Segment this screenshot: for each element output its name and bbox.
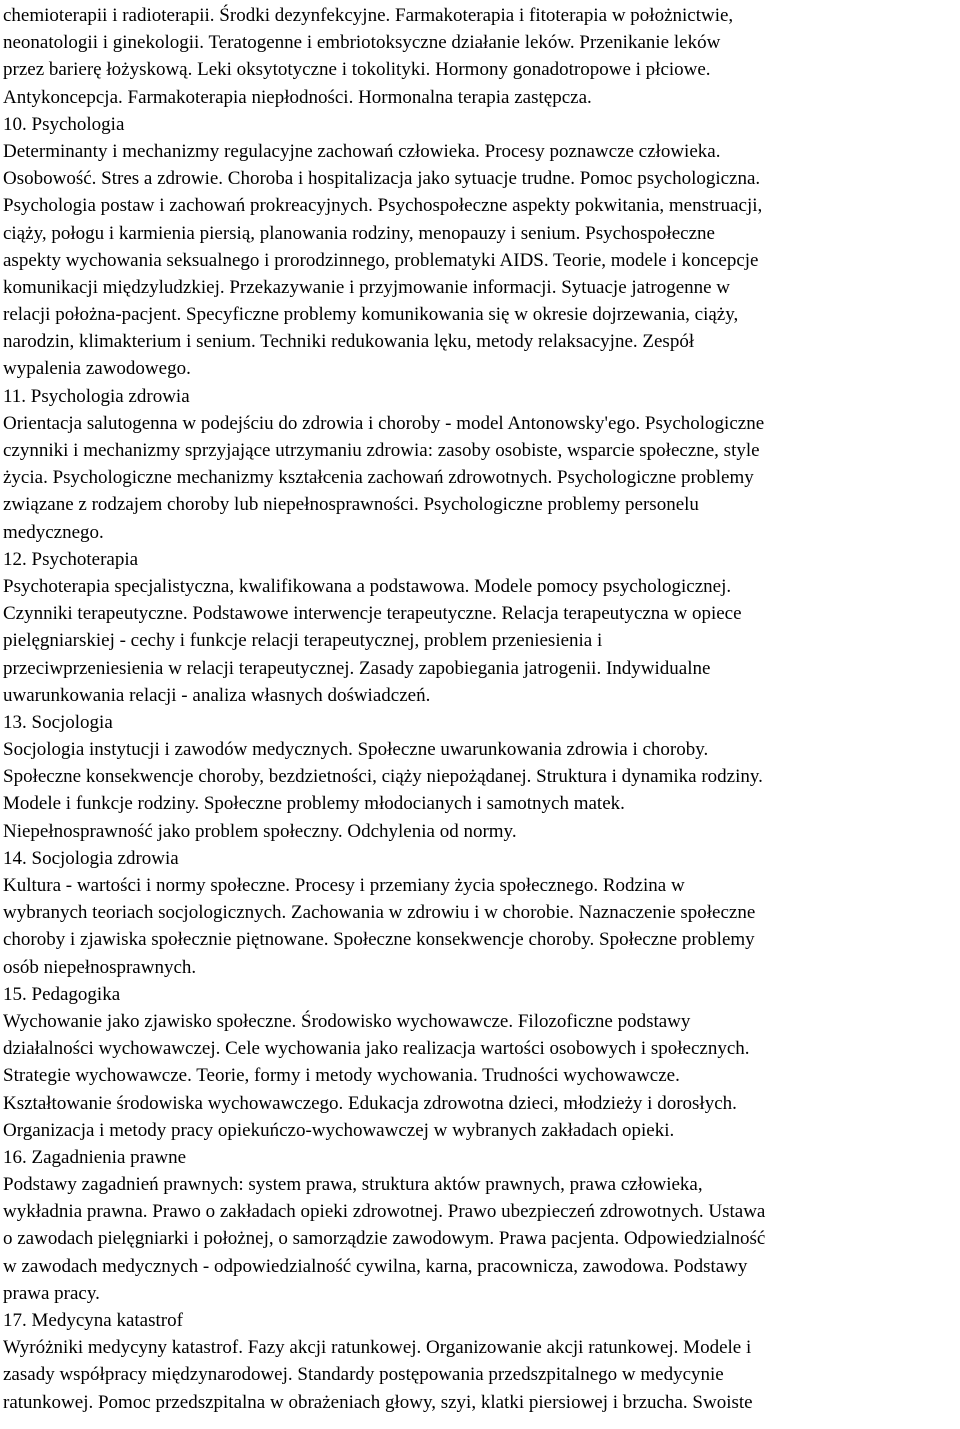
text-line: Niepełnosprawność jako problem społeczny. Odchylenia od normy. bbox=[3, 820, 517, 842]
text-line: działalności wychowawczej. Cele wychowania jako realizacja wartości osobowych i społecznych. bbox=[3, 1038, 750, 1060]
text-line: Modele i funkcje rodziny. Społeczne problemy młodocianych i samotnych matek. bbox=[3, 793, 625, 815]
text-line: zasady współpracy międzynarodowej. Standardy postępowania przedszpitalnego w medycynie bbox=[3, 1364, 724, 1386]
text-line: pielęgniarskiej - cechy i funkcje relacji terapeutycznej, problem przeniesienia i bbox=[3, 630, 603, 652]
text-line: związane z rodzajem choroby lub niepełnosprawności. Psychologiczne problemy personelu bbox=[3, 494, 699, 516]
text-line: narodzin, klimakterium i senium. Techniki redukowania lęku, metody relaksacyjne. Zespół bbox=[3, 331, 695, 353]
text-line: komunikacji międzyludzkiej. Przekazywanie i przyjmowanie informacji. Sytuacje jatrogenne w bbox=[3, 276, 731, 298]
text-line: w zawodach medycznych - odpowiedzialność cywilna, karna, pracownicza, zawodowa. Podstawy bbox=[3, 1255, 748, 1277]
text-line: Kultura - wartości i normy społeczne. Procesy i przemiany życia społecznego. Rodzina w bbox=[3, 875, 685, 896]
text-line: czynniki i mechanizmy sprzyjające utrzymaniu zdrowia: zasoby osobiste, wsparcie społeczne, style bbox=[3, 440, 760, 461]
text-line: Strategie wychowawcze. Teorie, formy i metody wychowania. Trudności wychowawcze. bbox=[3, 1065, 680, 1087]
section-heading: 11. Psychologia zdrowia bbox=[3, 385, 190, 407]
text-line: Kształtowanie środowiska wychowawczego. Edukacja zdrowotna dzieci, młodzieży i dorosłych. bbox=[3, 1092, 737, 1114]
text-line: Antykoncepcja. Farmakoterapia niepłodności. Hormonalna terapia zastępcza. bbox=[3, 86, 592, 108]
section-heading: 12. Psychoterapia bbox=[3, 548, 139, 570]
text-line: Wychowanie jako zjawisko społeczne. Środowisko wychowawcze. Filozoficzne podstawy bbox=[3, 1010, 691, 1032]
text-line: Społeczne konsekwencje choroby, bezdzietności, ciąży niepożądanej. Struktura i dynamika rodziny. bbox=[3, 766, 763, 788]
text-line: wybranych teoriach socjologicznych. Zachowania w zdrowiu i w chorobie. Naznaczenie społeczne bbox=[3, 902, 756, 924]
text-line: uwarunkowania relacji - analiza własnych doświadczeń. bbox=[3, 684, 431, 706]
text-line: przeciwprzeniesienia w relacji terapeutycznej. Zasady zapobiegania jatrogenii. Indywidualne bbox=[3, 657, 711, 679]
text-line: Determinanty i mechanizmy regulacyjne zachowań człowieka. Procesy poznawcze człowieka. bbox=[3, 140, 721, 162]
text-line: choroby i zjawiska społecznie piętnowane. Społeczne konsekwencje choroby. Społeczne problemy bbox=[3, 929, 755, 951]
text-line: medycznego. bbox=[3, 521, 104, 543]
text-line: wypalenia zawodowego. bbox=[3, 358, 191, 380]
text-line: Czynniki terapeutyczne. Podstawowe interwencje terapeutyczne. Relacja terapeutyczna w opiece bbox=[3, 603, 742, 625]
section-heading: 16. Zagadnienia prawne bbox=[3, 1146, 187, 1168]
text-line: chemioterapii i radioterapii. Środki dezynfekcyjne. Farmakoterapia i fitoterapia w położnictwie, bbox=[3, 5, 734, 26]
text-line: Wyróżniki medycyny katastrof. Fazy akcji ratunkowej. Organizowanie akcji ratunkowej. Modele i bbox=[3, 1337, 752, 1359]
text-line: życia. Psychologiczne mechanizmy kształcenia zachowań zdrowotnych. Psychologiczne problemy bbox=[3, 467, 754, 489]
text-line: ratunkowej. Pomoc przedszpitalna w obrażeniach głowy, szyi, klatki piersiowej i brzucha. Swoiste bbox=[3, 1391, 753, 1413]
text-line: Orientacja salutogenna w podejściu do zdrowia i choroby - model Antonowsky'ego. Psychologiczne bbox=[3, 412, 765, 434]
text-line: wykładnia prawna. Prawo o zakładach opieki zdrowotnej. Prawo ubezpieczeń zdrowotnych. Ustawa bbox=[3, 1201, 766, 1223]
section-heading: 15. Pedagogika bbox=[3, 983, 121, 1005]
text-line: osób niepełnosprawnych. bbox=[3, 956, 197, 978]
text-line: Osobowość. Stres a zdrowie. Choroba i hospitalizacja jako sytuacje trudne. Pomoc psychologiczna. bbox=[3, 168, 761, 190]
text-line: aspekty wychowania seksualnego i prorodzinnego, problematyki AIDS. Teorie, modele i koncepcje bbox=[3, 249, 759, 271]
text-line: neonatologii i ginekologii. Teratogenne i embriotoksyczne działanie leków. Przenikanie leków bbox=[3, 32, 721, 54]
text-line: relacji położna-pacjent. Specyficzne problemy komunikowania się w okresie dojrzewania, ciąży, bbox=[3, 304, 739, 326]
text-line: przez barierę łożyskową. Leki oksytotyczne i tokolityki. Hormony gonadotropowe i płciowe. bbox=[3, 59, 711, 81]
text-line: Psychoterapia specjalistyczna, kwalifikowana a podstawowa. Modele pomocy psychologicznej. bbox=[3, 575, 732, 597]
section-heading: 17. Medycyna katastrof bbox=[3, 1310, 183, 1331]
text-line: Organizacja i metody pracy opiekuńczo-wychowawczej w wybranych zakładach opieki. bbox=[3, 1119, 675, 1141]
text-line: Psychologia postaw i zachowań prokreacyjnych. Psychospołeczne aspekty pokwitania, menstruacji, bbox=[3, 195, 763, 217]
text-line: ciąży, połogu i karmienia piersią, planowania rodziny, menopauzy i senium. Psychospołeczne bbox=[3, 222, 715, 244]
text-line: o zawodach pielęgniarki i położnej, o samorządzie zawodowym. Prawa pacjenta. Odpowiedzialność bbox=[3, 1228, 766, 1250]
section-heading: 13. Socjologia bbox=[3, 711, 113, 733]
text-line: Podstawy zagadnień prawnych: system prawa, struktura aktów prawnych, prawa człowieka, bbox=[3, 1174, 703, 1196]
text-line: prawa pracy. bbox=[3, 1282, 100, 1304]
text-line: Socjologia instytucji i zawodów medycznych. Społeczne uwarunkowania zdrowia i choroby. bbox=[3, 739, 709, 761]
section-heading: 14. Socjologia zdrowia bbox=[3, 847, 179, 869]
section-heading: 10. Psychologia bbox=[3, 113, 125, 135]
